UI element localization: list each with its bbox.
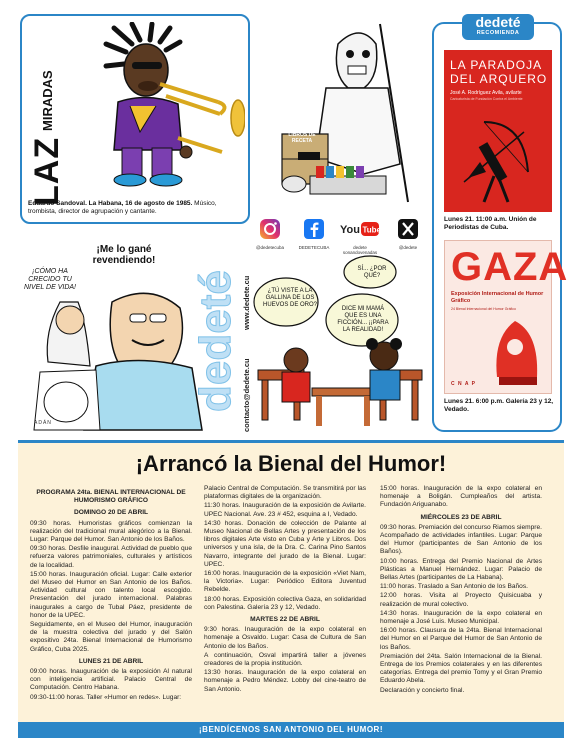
book2-subtitle: Exposición Internacional de Humor Gráfico — [451, 291, 544, 304]
cartoon-left-bubble: ¡CÓMO HA CRECIDO TU NIVEL DE VIDA! — [23, 268, 76, 291]
program-entry: 11:00 horas. Traslado a San Antonio de los Baños. — [380, 583, 528, 591]
facebook-icon — [303, 218, 325, 240]
program-heading: MARTES 22 DE ABRIL — [250, 616, 320, 624]
laz-miradas-panel — [20, 14, 250, 224]
book1-author: José A. Rodríguez Avila, avilarte — [450, 90, 522, 96]
laz-caption-rest: Músico, trombista, director de agrupación y cantante. — [28, 200, 217, 215]
footer-bar — [18, 722, 564, 738]
social-bar — [250, 218, 430, 255]
program-heading: MIÉRCOLES 23 DE ABRIL — [420, 513, 502, 521]
kids-bubble-1: ¿TÚ VISTE A LA GALLINA DE LOS HUEVOS DE ORO? — [262, 288, 317, 308]
book1-caption-rest: Unión de Periodistas de Cuba. — [444, 216, 537, 231]
archer-illustration — [454, 112, 544, 204]
program-entry: 14:30 horas. Donación de colección de Palante al Museo Nacional de Bellas Artes y presentación de los libros digitales Arte visto en Cuba y Arte y Libros. Dos universos y una isla, de la Dra. C. Carina Pino Santos Navarro, integrante del jurado de la Bienal. Lugar: UPEC. — [204, 519, 366, 568]
recomienda-badge-sub: RECOMIENDA — [476, 30, 520, 36]
svg-text:You: You — [340, 224, 360, 236]
program-entry: 09:30 horas. Desfile inaugural. Actividad de pueblo que refuerza valores patrimoniales, culturales y artísticos de la localidad. — [30, 545, 192, 569]
book1-title-line2: DEL ARQUERO — [450, 72, 548, 86]
program-heading: PROGRAMA 24ta. BIENAL INTERNACIONAL DE HUMORISMO GRÁFICO — [36, 489, 186, 505]
book1-caption-bold: Lunes 21. 11:00 a.m. — [444, 216, 507, 223]
program-entry: 11:30 horas. Inauguración de la exposición de Avilarte. UPEC Nacional. Ave. 23 # 452, esquina a I, Vedado. — [204, 502, 366, 518]
program-col-3 — [380, 485, 542, 696]
book-cover-gaza[interactable] — [444, 240, 569, 394]
youtube-icon — [340, 218, 380, 240]
instagram-icon — [259, 218, 281, 240]
book2-title: GAZA — [451, 245, 569, 289]
book1-subtitle: Caricaturista de Fundación Contra el Ambiente — [450, 97, 523, 101]
program-entry: 12:00 horas. Visita al Proyecto Quisicuaba y realización de mural colectivo. — [380, 592, 542, 608]
program-entry: A continuación, Osval impartirá taller a jóvenes creadores de la propia institución. — [204, 651, 366, 668]
book2-foot: C N A P — [451, 381, 476, 387]
program-entry: 14:30 horas. Inauguración de la expo colateral en homenaje a José Luis. Museo Municipal. — [380, 609, 542, 626]
book2-caption-bold: Lunes 21. 6:00 p.m. — [444, 398, 504, 405]
program-entry: 16:00 horas. Inauguración de la exposición «Viet Nam, la Victoria». Lugar: Periódico Editora Juventud Rebelde. — [204, 570, 366, 594]
program-section — [18, 440, 564, 723]
book-cover-paradoja[interactable] — [444, 50, 552, 212]
program-entry: 15:00 horas. Inauguración oficial. Lugar: Calle exterior del Museo del Humor en San Antonio de los Baños. Actividad cultural con talento local escogido. Presentación del jurado internacional. Palabras inaugurales a cargo de Tubal Páez, presidente de honor de la UPEC. — [30, 570, 192, 619]
program-entry: Seguidamente, en el Museo del Humor, inauguración de la muestra colectiva del jurado y del Salón expositivo 24ta. Bienal Internacional de Humorismo Gráfico, Cuba 2025. — [30, 621, 192, 653]
program-col-1 — [30, 485, 192, 703]
book2-small: 24 Bienal Internacional del Humor Gráfico — [451, 307, 516, 311]
program-entry: 15:00 horas. Inauguración de la expo colateral en homenaje a Boligán. Cumpleaños del artista. Fundación Ariguanabo. — [380, 485, 542, 509]
footer-text: ¡BENDÍCENOS SAN ANTONIO DEL HUMOR! — [199, 725, 383, 734]
program-entry: Declaración y concierto final. — [380, 686, 465, 694]
program-entry: 10:00 horas. Entrega del Premio Nacional de Artes Plásticas a Manuel Hernández. Lugar: Palacio de Bellas Artes (participantes de La Habana). — [380, 557, 542, 582]
recomienda-panel — [432, 14, 569, 432]
program-col-2 — [204, 485, 366, 695]
dedete-url: www.dedete.cu — [242, 275, 251, 330]
social-item[interactable] — [388, 218, 428, 250]
revendedor-cartoon — [20, 262, 205, 432]
program-heading: LUNES 21 DE ABRIL — [78, 657, 144, 665]
program-entry: Palacio Central de Computación. Se transmitirá por las plataformas digitales de la organización. — [204, 485, 366, 501]
gaza-illustration — [485, 317, 547, 389]
program-heading: DOMINGO 20 DE ABRIL — [73, 509, 149, 517]
program-entry: 09:00 horas. Inauguración de la exposición Al natural con inteligencia artificial. Palacio Central de Computación. Centro Habana. — [30, 668, 192, 692]
social-label: @dedetecuba — [255, 245, 285, 250]
headline: ¡Arrancó la Bienal del Humor! — [135, 451, 447, 476]
program-entry: 13:30 horas. Inauguración de la expo colateral en homenaje a Pedro Méndez. Lobby del cine-teatro de San Antonio. — [204, 669, 366, 693]
cartoon-left-title: ¡Me lo gané revendiendo! — [92, 244, 156, 266]
kids-bubble-3: DICE MI MAMÁ QUE ES UNA FICCIÓN... ¡¡PARA LA REALIDAD! — [337, 306, 389, 333]
social-item[interactable] — [338, 218, 382, 255]
laz-masthead-small: MIRADAS — [40, 70, 55, 131]
social-label: dedete sonandovenadas — [342, 245, 378, 255]
dedete-email: contacto@dedete.cu — [242, 358, 251, 432]
reaper-book-sign: LIBROS DE RECETA — [288, 132, 316, 144]
svg-text:Tube: Tube — [362, 225, 380, 235]
laz-masthead-big: LAZ — [28, 136, 66, 206]
program-entry: 09:30 horas. Premiación del concurso Riamos siempre. Acompañado de actividades infantiles. Lugar: Parque del Humor (participantes de San Antonio de los Baños). — [380, 523, 542, 556]
program-entry: 09:30 horas. Humoristas gráficos comienzan la realización del tradicional mural alegórico a la Bienal. Lugar: Parque del Humor. San Antonio de los Baños. — [30, 519, 192, 544]
x-icon — [397, 218, 419, 240]
kids-bubble-2: SÍ... ¿POR QUÉ? — [357, 266, 387, 279]
social-item[interactable] — [250, 218, 290, 250]
trombonist-caricature — [70, 22, 245, 190]
book2-caption-rest: Galería 23 y 12, Vedado. — [444, 398, 554, 413]
laz-caption — [28, 200, 243, 216]
reaper-cartoon — [268, 14, 418, 204]
laz-masthead — [28, 36, 67, 206]
book1-title-line1: LA PARADOJA — [450, 58, 543, 72]
social-item[interactable] — [294, 218, 334, 250]
social-label: @dedete — [398, 245, 418, 250]
kids-cartoon — [252, 252, 432, 432]
cartoon-left-signature: ADÁN — [34, 420, 52, 426]
recomienda-badge — [462, 14, 534, 40]
social-label: DEDETECUBA — [298, 245, 330, 250]
program-entry: 16:00 horas. Clausura de la 24ta. Bienal Internacional del Humor en el Parque del Humor de San Antonio de los Baños. — [380, 627, 542, 651]
program-entry: Premiación del 24ta. Salón Internacional de la Bienal. Entrega de los Premios colaterales y en las diferentes categorías. Entrega del premio Tomy y el Gran Premio Eduardo Abela. — [380, 652, 542, 685]
laz-caption-bold: Eduardo Sandoval. La Habana, 16 de agosto de 1985. — [28, 200, 193, 207]
book1-caption — [444, 216, 556, 232]
book2-caption — [444, 398, 556, 414]
recomienda-badge-name: dedeté — [475, 14, 521, 30]
program-entry: 9:30 horas. Inauguración de la expo colateral en homenaje a Osvaldo. Lugar: Casa de Cultura de San Antonio de los Baños. — [204, 626, 366, 650]
program-entry: 09:30-11:00 horas. Taller «Humor en redes». Lugar: — [30, 693, 182, 701]
program-entry: 18:00 horas. Exposición colectiva Gaza, en solidaridad con Palestina. Galería 23 y 12, Vedado. — [204, 595, 366, 611]
dedete-logo-vertical: dedeté — [191, 270, 240, 412]
